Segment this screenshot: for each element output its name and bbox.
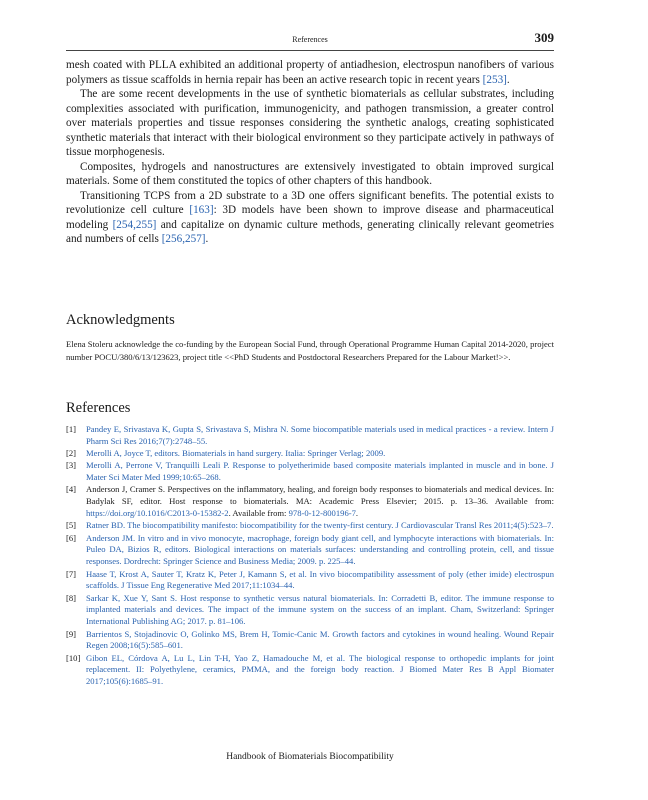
citation-link[interactable]: [163]	[189, 204, 214, 216]
reference-number: [8]	[66, 592, 77, 603]
reference-item	[66, 533, 554, 568]
reference-link[interactable]: Sarkar K, Xue Y, Sant S. Host response to synthetic versus natural biomaterials. In: Corradetti B, editor. The immune response to implanted materials and devices. The impact of the immune system on the success of an implant. Cham, Switzerland: Springer International Publishing AG; 2017. p. 81–106.	[86, 592, 554, 627]
reference-text-segment: Anderson J, Cramer S. Perspectives on the inflammatory, healing, and foreign body responses to biomaterials and medical devices. In: Badylak SF, editor. Host response to biomaterials. MA: Academic Press Elsevier; 2015. p. 13–36. Available from:	[86, 484, 554, 507]
running-header	[66, 28, 554, 51]
paragraph-2: The are some recent developments in the use of synthetic biomaterials as cellular substrates, including complexities associated with purification, immunogenicity, and pathogen transmission, a greater control over materials properties and tissue responses considering the synthetic analogs, creating sophisticated synthetic materials that interact with their biological environment so they participate actively in pathways of tissue morphogenesis.	[66, 88, 554, 158]
reference-item	[66, 424, 554, 448]
reference-item	[66, 448, 554, 460]
reference-text	[86, 569, 554, 593]
page-number: 309	[534, 30, 554, 45]
reference-number: [2]	[66, 448, 77, 459]
reference-link[interactable]: Gibon EL, Córdova A, Lu L, Lin T-H, Yao Z, Hamadouche M, et al. The biological response to orthopedic implants for joint replacement. II: Polyethylene, ceramics, PMMA, and the foreign body reaction. J Biomed Mater Res B Appl Biomater 2017;105(6):1685–91.	[86, 652, 554, 687]
reference-link[interactable]: Merolli A, Perrone V, Tranquilli Leali P. Response to polyetherimide based composite materials implanted in muscle and in bone. J Mater Sci Mater Med 1999;10:65–268.	[86, 460, 554, 483]
page-footer: Handbook of Biomaterials Biocompatibility	[226, 752, 394, 762]
reference-text	[86, 460, 554, 484]
reference-text-segment: .	[355, 508, 359, 519]
reference-link[interactable]: Barrientos S, Stojadinovic O, Golinko MS, Brem H, Tomic-Canic M. Growth factors and cytokines in wound healing. Wound Repair Regen 2008;16(5):585–601.	[86, 628, 554, 651]
paragraph-4: Transitioning TCPS from a 2D substrate to a 3D one offers significant benefits. The potential exists to revolutionize cell culture [163]: 3D models have been shown to improve disease and pharmaceutical modeling [254,255] and capitalize on dynamic culture methods, generating clinically relevant geometries and numbers of cells [256,257].	[66, 189, 554, 245]
reference-text	[86, 593, 554, 628]
reference-link[interactable]: 978-0-12-800196-7	[288, 508, 356, 519]
reference-text	[86, 448, 554, 460]
reference-number: [9]	[66, 628, 77, 639]
reference-link[interactable]: Pandey E, Srivastava K, Gupta S, Srivastava S, Mishra N. Some biocompatible materials used in medical practices - a review. Intern J Pharm Sci Res 2016;7(7):2748–55.	[86, 424, 554, 446]
reference-item	[66, 460, 554, 484]
paragraph-1: mesh coated with PLLA exhibited an additional property of antiadhesion, electrospun nanofibers of various polymers as tissue scaffolds in hernia repair has been an active research topic in recent years [253].	[66, 59, 554, 86]
reference-link[interactable]: Merolli A, Joyce T, editors. Biomaterials in hand surgery. Italia: Springer Verlag; 2009.	[86, 448, 386, 459]
reference-number: [4]	[66, 484, 77, 495]
references-heading: References	[66, 400, 131, 416]
reference-item	[66, 593, 554, 628]
page	[66, 0, 554, 800]
reference-link[interactable]: Haase T, Krost A, Sauter T, Kratz K, Peter J, Kamann S, et al. In vivo biocompatibility assessment of poly (ether imide) electrospun scaffolds. J Tissue Eng Regenerative Med 2017;11:1034–44.	[86, 568, 554, 591]
paragraph-3: Composites, hydrogels and nanostructures are extensively investigated to obtain improved surgical materials. Some of them constituted the topics of other chapters of this handbook.	[66, 160, 554, 187]
reference-item	[66, 653, 554, 688]
reference-number: [6]	[66, 532, 77, 543]
reference-link[interactable]: https://doi.org/10.1016/C2013-0-15382-2	[86, 508, 229, 519]
body-text	[66, 58, 554, 247]
acknowledgments-text: Elena Stoleru acknowledge the co-funding by the European Social Fund, through Operational Programme Human Capital 2014-2020, project number POCU/380/6/13/123623, project title <<PhD Students and Postdoctoral Researchers Prepared for the Labour Market!>>.	[66, 339, 554, 362]
reference-text	[86, 629, 554, 653]
reference-item	[66, 569, 554, 593]
reference-number: [3]	[66, 460, 77, 471]
reference-link[interactable]: Ratner BD. The biocompatibility manifesto: biocompatibility for the twenty-first century. J Cardiovascular Transl Res 2011;4(5):523–7.	[86, 520, 554, 531]
citation-link[interactable]: [254,255]	[112, 218, 157, 231]
reference-text	[86, 520, 554, 532]
reference-item	[66, 484, 554, 519]
reference-link[interactable]: Anderson JM. In vitro and in vivo monocyte, macrophage, foreign body giant cell, and lymphocyte interactions with biomaterials. In: Puleo DA, Bizios R, editors. Biological interactions on materials surfaces: understanding and controlling protein, cell, and tissue responses. Dordrecht: Springer Science and Business Media; 2009. p. 225–44.	[86, 532, 554, 567]
header-section-title: References	[292, 35, 328, 44]
reference-text	[86, 533, 554, 568]
reference-text	[86, 484, 554, 519]
citation-link[interactable]: [256,257]	[161, 233, 206, 245]
reference-text	[86, 653, 554, 688]
reference-number: [7]	[66, 568, 77, 579]
reference-item	[66, 629, 554, 653]
reference-list	[66, 424, 554, 689]
reference-number: [10]	[66, 652, 81, 663]
acknowledgments-heading: Acknowledgments	[66, 312, 175, 328]
citation-link[interactable]: [253]	[482, 73, 507, 86]
reference-number: [5]	[66, 520, 77, 531]
reference-text-segment: . Available from:	[228, 508, 289, 519]
reference-text	[86, 424, 554, 448]
reference-item	[66, 520, 554, 532]
reference-number: [1]	[66, 424, 77, 434]
